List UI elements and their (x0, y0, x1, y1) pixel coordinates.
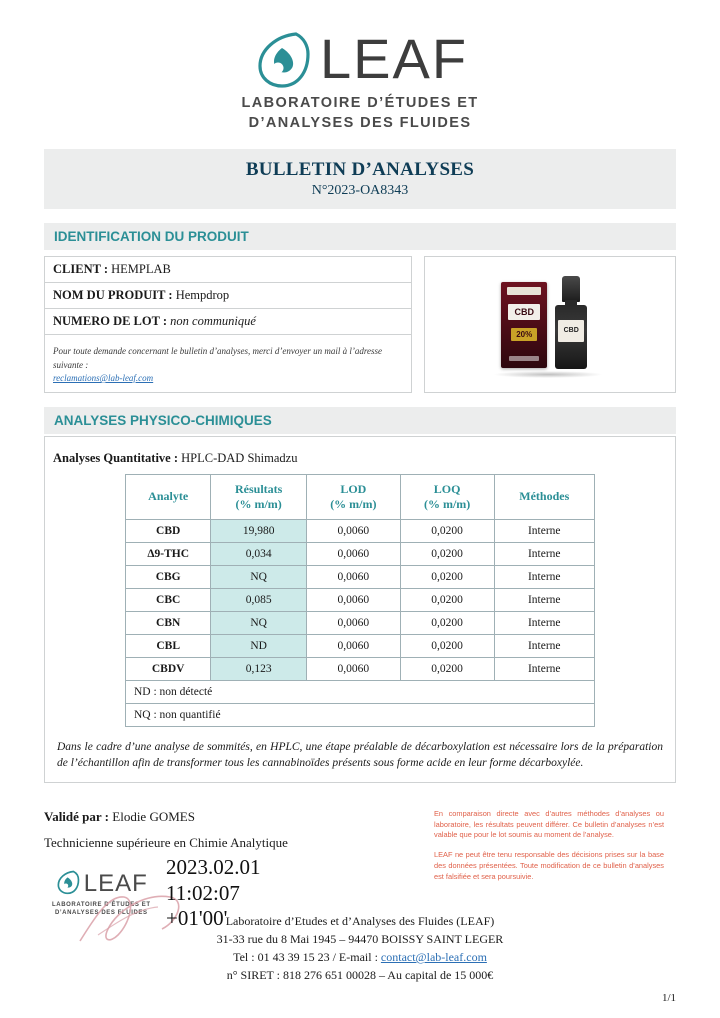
table-header-row (126, 474, 595, 519)
page-footer (0, 909, 720, 984)
product-photo (475, 266, 625, 382)
cell-resultat: NQ (211, 611, 307, 634)
logo-subtitle (241, 94, 478, 133)
col-lod-l2: (% m/m) (330, 496, 377, 511)
leaf-icon (252, 28, 314, 90)
cell-methode: Interne (494, 634, 595, 657)
results-table-head (126, 474, 595, 519)
decarboxylation-note: Dans le cadre d’une analyse de sommités, en HPLC, une étape préalable de décarboxylation est nécessaire lors de la préparation de l’échantillon afin de transformer tous les cannabinoïdes présents sous forme acide en leur forme décarboxylée. (57, 740, 663, 770)
footer-contact (0, 948, 720, 966)
product-photo-panel (424, 256, 676, 393)
cell-analyte: CBN (126, 611, 211, 634)
validated-by-name: Elodie GOMES (112, 808, 195, 824)
product-box-top-strip (507, 287, 541, 295)
col-resultats-l1: Résultats (234, 481, 283, 496)
field-client (45, 257, 411, 283)
field-lot (45, 309, 411, 335)
cell-loq: 0,0200 (400, 519, 494, 542)
cell-analyte: CBD (126, 519, 211, 542)
footer-phone: Tel : 01 43 39 15 23 / E-mail : (233, 950, 381, 964)
field-product (45, 283, 411, 309)
signature-logo-wordmark: LEAF (83, 870, 148, 898)
bulletin-number: N°2023-OA8343 (311, 183, 409, 199)
table-legend (125, 681, 595, 727)
cell-lod: 0,0060 (306, 588, 400, 611)
company-logo (44, 28, 676, 133)
cell-resultat: ND (211, 634, 307, 657)
results-table-body (126, 519, 595, 680)
product-bottle (553, 276, 589, 370)
document-title-band (44, 149, 676, 209)
table-row (126, 565, 595, 588)
stamp-time: 11:02:07 (166, 880, 240, 905)
cell-loq: 0,0200 (400, 542, 494, 565)
cell-methode: Interne (494, 611, 595, 634)
claims-email-link[interactable]: reclamations@lab-leaf.com (53, 373, 154, 384)
product-box-percent-label: 20% (511, 328, 537, 341)
cell-analyte: CBDV (126, 657, 211, 680)
section-header-identification: IDENTIFICATION DU PRODUIT (44, 223, 676, 250)
stamp-offset: +01'00' (166, 906, 228, 931)
logo-subtitle-line2: D’ANALYSES DES FLUIDES (248, 114, 472, 131)
identification-fields (44, 256, 412, 393)
cell-analyte: CBG (126, 565, 211, 588)
col-resultats (211, 474, 307, 519)
field-lot-value: non communiqué (170, 314, 256, 329)
cell-methode: Interne (494, 657, 595, 680)
quantitative-method: HPLC-DAD Shimadzu (181, 450, 298, 465)
cell-lod: 0,0060 (306, 565, 400, 588)
product-box (501, 282, 547, 368)
validated-by-label: Validé par : (44, 808, 110, 824)
cell-resultat: 0,085 (211, 588, 307, 611)
quantitative-method-line (51, 451, 669, 466)
footer-company: Laboratoire d’Etudes et d’Analyses des Fluides (LEAF) (225, 914, 495, 928)
cell-loq: 0,0200 (400, 565, 494, 588)
col-loq-l2: (% m/m) (423, 496, 471, 511)
cell-lod: 0,0060 (306, 657, 400, 680)
table-row (126, 657, 595, 680)
table-row (126, 519, 595, 542)
disclaimer-paragraph-2: LEAF ne peut être tenu responsable des décisions prises sur la base des données présentées. Toute modification de ce bulletin d’analyses est falsifiée et sera poursuivie. (434, 850, 664, 881)
cell-loq: 0,0200 (400, 611, 494, 634)
field-product-value: Hempdrop (175, 288, 230, 303)
col-analyte-l1: Analyte (148, 489, 189, 504)
bottle-label: CBD (558, 320, 584, 342)
cell-loq: 0,0200 (400, 634, 494, 657)
validator-job-title: Technicienne supérieure en Chimie Analytique (44, 834, 288, 850)
cell-analyte: Δ9-THC (126, 542, 211, 565)
table-row (126, 611, 595, 634)
cell-resultat: 19,980 (211, 519, 307, 542)
legend-nq: NQ : non quantifié (125, 704, 595, 727)
signature-logo-sub1: LABORATOIRE D’ÉTUDES ET (52, 901, 151, 908)
cell-analyte: CBC (126, 588, 211, 611)
validated-by (44, 809, 424, 825)
col-methodes-l1: Méthodes (519, 489, 570, 504)
footer-address: 31-33 rue du 8 Mai 1945 – 94470 BOISSY SAINT LEGER (216, 932, 504, 946)
stamp-date: 2023.02.01 (166, 854, 261, 879)
cell-methode: Interne (494, 565, 595, 588)
cell-lod: 0,0060 (306, 519, 400, 542)
product-box-cbd-label: CBD (508, 304, 540, 320)
field-product-label: NOM DU PRODUIT : (53, 288, 173, 303)
cell-lod: 0,0060 (306, 542, 400, 565)
cell-methode: Interne (494, 542, 595, 565)
quantitative-label: Analyses Quantitative : (53, 450, 178, 465)
bottle-cap (562, 276, 580, 302)
legend-nd: ND : non détecté (125, 681, 595, 704)
cell-methode: Interne (494, 588, 595, 611)
signature-logo-sub2: D’ANALYSES DES FLUIDES (54, 909, 148, 916)
cell-methode: Interne (494, 519, 595, 542)
col-methodes (494, 474, 595, 519)
col-loq-l1: LOQ (433, 481, 461, 496)
cell-lod: 0,0060 (306, 634, 400, 657)
footer-email-link[interactable]: contact@lab-leaf.com (380, 950, 487, 964)
section-header-physico: ANALYSES PHYSICO-CHIMIQUES (44, 407, 676, 434)
page-title: BULLETIN D’ANALYSES (245, 159, 475, 181)
field-lot-label: NUMERO DE LOT : (53, 314, 168, 329)
cell-loq: 0,0200 (400, 588, 494, 611)
results-table (125, 474, 595, 681)
col-loq (400, 474, 494, 519)
claims-note-text: Pour toute demande concernant le bulletin d’analyses, merci d’envoyer un mail à l’adresse suivante : (53, 346, 383, 370)
cell-analyte: CBL (126, 634, 211, 657)
table-row (126, 542, 595, 565)
cell-resultat: NQ (211, 565, 307, 588)
claims-note (45, 335, 411, 392)
product-box-bottom-strip (509, 356, 539, 361)
logo-wordmark: LEAF (319, 27, 469, 90)
logo-row (252, 28, 468, 90)
field-client-label: CLIENT : (53, 262, 108, 277)
table-row (126, 634, 595, 657)
analyses-block (44, 436, 676, 783)
identification-block (44, 256, 676, 393)
col-resultats-l2: (% m/m) (235, 496, 282, 511)
cell-resultat: 0,034 (211, 542, 307, 565)
photo-shadow (493, 371, 603, 378)
col-lod-l1: LOD (340, 481, 367, 496)
logo-subtitle-line1: LABORATOIRE D’ÉTUDES ET (241, 95, 479, 111)
page-number: 1/1 (661, 992, 676, 1004)
table-row (126, 588, 595, 611)
footer-siret: n° SIRET : 818 276 651 00028 – Au capital de 15 000€ (226, 968, 494, 982)
cell-loq: 0,0200 (400, 657, 494, 680)
col-lod (306, 474, 400, 519)
cell-resultat: 0,123 (211, 657, 307, 680)
field-client-value: HEMPLAB (111, 262, 171, 277)
cell-lod: 0,0060 (306, 611, 400, 634)
disclaimer-paragraph-1: En comparaison directe avec d’autres méthodes d’analyses ou laboratoire, les résultats peuvent différer. Ce bulletin d’analyses n’est valable que pour le lot soumis au moment de l’analyse. (434, 808, 664, 840)
col-analyte (126, 474, 211, 519)
